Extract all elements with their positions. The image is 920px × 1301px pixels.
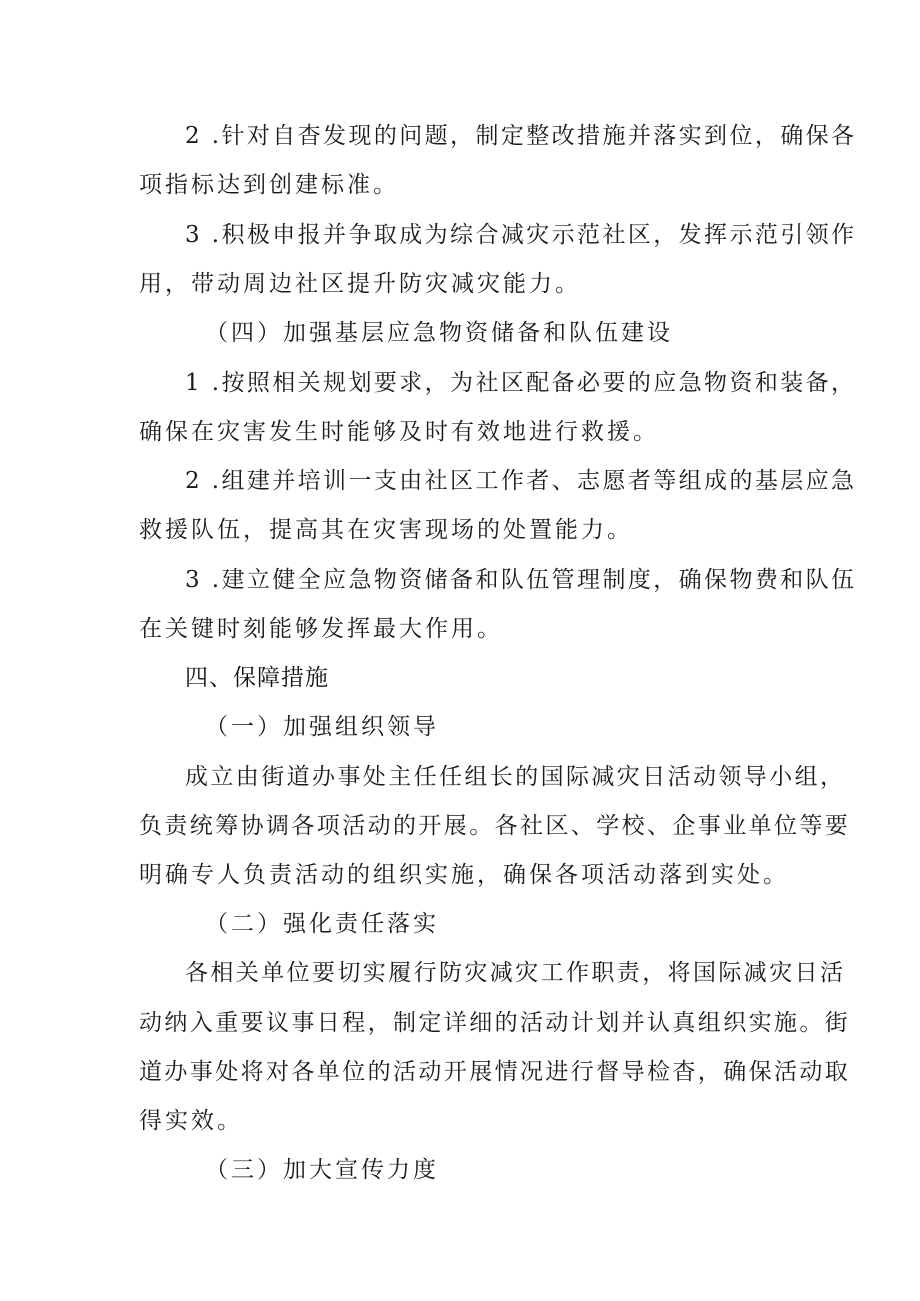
- paragraph-line: 救援队伍，提高其在灾害现场的处置能力。: [139, 517, 633, 543]
- paragraph-line: 负责统筹协调各项活动的开展。各社区、学校、企事业单位等要: [139, 813, 851, 839]
- section-subheading: （三）加大宣传力度: [205, 1157, 439, 1183]
- section-subheading: （一）加强组织领导: [205, 714, 439, 740]
- paragraph-line: 成立由街道办事处主任任组长的国际减灾日活动领导小组，: [185, 764, 846, 790]
- paragraph-line: 3 .积极申报并争取成为综合减灾示范社区，发挥示范引领作: [185, 222, 857, 248]
- section-heading: 四、保障措施: [185, 665, 329, 691]
- paragraph-line: 项指标达到创建标准。: [139, 172, 399, 198]
- section-subheading: （四）加强基层应急物资储备和队伍建设: [205, 320, 673, 346]
- paragraph-line: 动纳入重要议事日程，制定详细的活动计划并认真组织实施。街: [139, 1010, 851, 1036]
- paragraph-line: 在关键时刻能够发挥最大作用。: [139, 616, 503, 642]
- paragraph-line: 明确专人负责活动的组织实施，确保各项活动落到实处。: [139, 862, 789, 888]
- paragraph-line: 1 .按照相关规划要求，为社区配备必要的应急物资和装备，: [185, 370, 857, 396]
- paragraph-line: 确保在灾害发生时能够及时有效地进行救援。: [139, 419, 659, 445]
- paragraph-line: 得实效。: [139, 1108, 243, 1134]
- paragraph-line: 各相关单位要切实履行防灾减灾工作职责，将国际减灾日活: [185, 960, 846, 986]
- paragraph-line: 用，带动周边社区提升防灾减灾能力。: [139, 271, 581, 297]
- paragraph-line: 2 .针对自杳发现的问题，制定整改措施并落实到位，确保各: [185, 123, 857, 149]
- paragraph-line: 2 .组建并培训一支由社区工作者、志愿者等组成的基层应急: [185, 468, 857, 494]
- section-subheading: （二）强化责任落实: [205, 911, 439, 937]
- paragraph-line: 道办事处将对各单位的活动开展情况进行督导检杳，确保活动取: [139, 1059, 851, 1085]
- paragraph-line: 3 .建立健全应急物资储备和队伍管理制度，确保物费和队伍: [185, 567, 857, 593]
